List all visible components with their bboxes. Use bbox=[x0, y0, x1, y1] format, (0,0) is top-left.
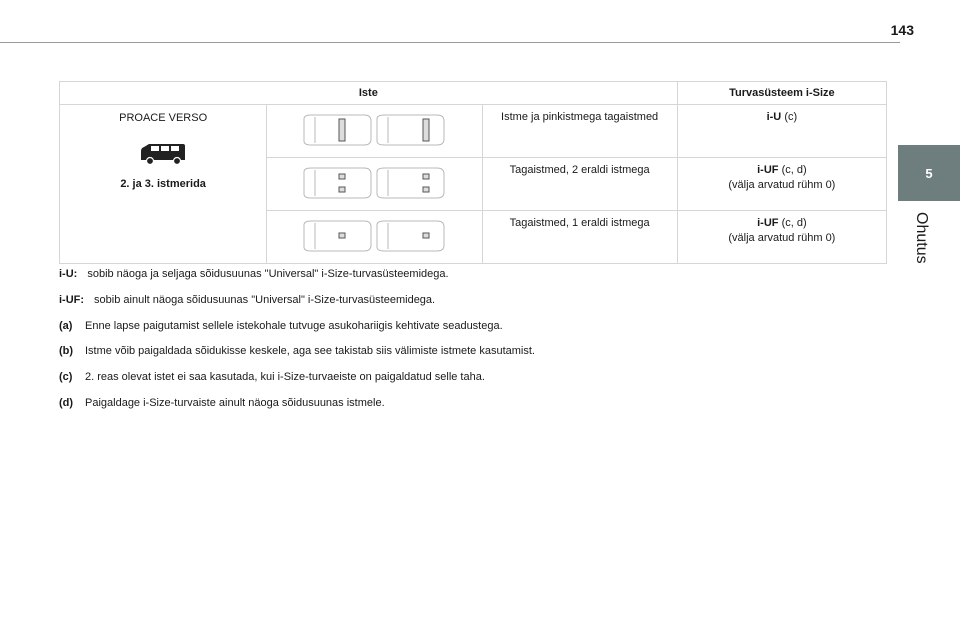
system-note: (c, d) bbox=[781, 164, 807, 176]
system-code: i-UF bbox=[757, 217, 779, 229]
table-row bbox=[60, 105, 887, 158]
chapter-number: 5 bbox=[925, 165, 933, 181]
footnote-a bbox=[59, 320, 879, 346]
vehicle-name: PROACE VERSO bbox=[119, 112, 208, 124]
seat-diagram-cell bbox=[267, 211, 482, 264]
system-cell bbox=[677, 211, 886, 264]
footnotes bbox=[59, 268, 879, 423]
footnote-i-uf bbox=[59, 294, 879, 320]
footnote-d bbox=[59, 397, 879, 423]
system-code: i-U bbox=[766, 111, 782, 123]
seat-diagram-cell bbox=[267, 158, 482, 211]
system-note: (c, d) bbox=[781, 217, 807, 229]
row-description: Tagaistmed, 1 eraldi istmega bbox=[509, 217, 650, 229]
system-cell bbox=[677, 158, 886, 211]
vehicle-cell bbox=[60, 105, 267, 264]
footnote-key: i-UF: bbox=[59, 293, 85, 306]
chapter-tab[interactable] bbox=[898, 145, 960, 201]
footnote-i-u bbox=[59, 268, 879, 294]
footnote-text: Enne lapse paigutamist sellele istekohale tutvuge asukohariigis kehtivate seadustega. bbox=[85, 319, 503, 332]
footnote-text: 2. reas olevat istet ei saa kasutada, kui i-Size-turvaeiste on paigaldatud selle taha. bbox=[85, 371, 485, 384]
header-system: Turvasüsteem i-Size bbox=[677, 82, 886, 105]
van-icon bbox=[139, 142, 187, 166]
header-seat: Iste bbox=[60, 82, 678, 105]
footnote-c bbox=[59, 371, 879, 397]
system-cell bbox=[677, 105, 886, 158]
two-seat-diagram bbox=[301, 166, 447, 200]
description-cell bbox=[482, 105, 677, 158]
description-cell bbox=[482, 158, 677, 211]
row-description: Tagaistmed, 2 eraldi istmega bbox=[509, 164, 650, 176]
isize-seat-table bbox=[59, 81, 887, 264]
footnote-key: (c) bbox=[59, 371, 73, 384]
chapter-title: Ohutus bbox=[913, 212, 930, 264]
bench-seat-diagram bbox=[301, 113, 447, 147]
footnote-key: i-U: bbox=[59, 268, 78, 280]
single-seat-diagram bbox=[301, 219, 447, 253]
system-note: (c) bbox=[784, 111, 798, 123]
footnote-b bbox=[59, 345, 879, 371]
page-number: 143 bbox=[890, 22, 914, 38]
system-code: i-UF bbox=[757, 164, 779, 176]
seat-row-label: 2. ja 3. istmerida bbox=[120, 178, 206, 190]
row-description: Istme ja pinkistmega tagaistmed bbox=[501, 111, 659, 123]
description-cell bbox=[482, 211, 677, 264]
system-exception: (välja arvatud rühm 0) bbox=[728, 232, 836, 244]
seat-diagram-cell bbox=[267, 105, 482, 158]
table-header-row bbox=[60, 82, 887, 105]
footnote-text: Istme võib paigaldada sõidukisse keskele, aga see takistab siis välimiste istmete kasutamist. bbox=[85, 345, 535, 358]
footnote-key: (b) bbox=[59, 345, 74, 358]
footnote-key: (a) bbox=[59, 319, 73, 332]
footnote-key: (d) bbox=[59, 396, 74, 409]
footnote-text: sobib näoga ja seljaga sõidusuunas "Universal" i-Size-turvasüsteemidega. bbox=[87, 268, 449, 280]
system-exception: (välja arvatud rühm 0) bbox=[728, 179, 836, 191]
header-divider bbox=[0, 42, 900, 43]
footnote-text: Paigaldage i-Size-turvaiste ainult näoga sõidusuunas istmele. bbox=[85, 396, 385, 409]
footnote-text: sobib ainult näoga sõidusuunas "Universal" i-Size-turvasüsteemidega. bbox=[94, 293, 436, 306]
